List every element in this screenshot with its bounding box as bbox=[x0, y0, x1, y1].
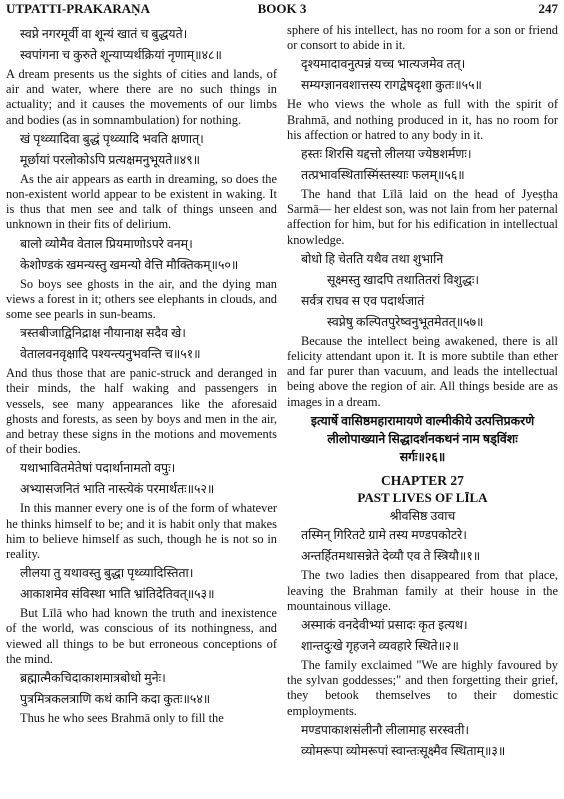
translation-paragraph: sphere of his intellect, has no room for a son or friend or consort to abide in it. bbox=[287, 23, 558, 53]
sanskrit-verse: लीलया तु यथावस्तु बुद्धा पृथ्व्यादिस्तिता। bbox=[20, 566, 194, 581]
sanskrit-verse: सम्यग्ज्ञानवशात्तस्य रागद्वेषदृशा कुतः॥५५॥ bbox=[301, 78, 482, 93]
translation-paragraph: Because the intellect being awakened, there is all felicity attendant upon it. It is more subtile than ether and far purer than vacuum, and leads the intellectual being above the region of air. All things beside are as images in a dream. bbox=[287, 333, 558, 409]
page-number: 247 bbox=[538, 1, 558, 16]
translation-paragraph: The family exclaimed "We are highly favoured by the sylvan goddesses;" and then forgetting their grief, they betook themselves to their domestic employments. bbox=[287, 658, 558, 718]
translation-paragraph: A dream presents us the sights of cities and lands, of air and water, where there are no such things in actuality; and it causes the movements of our limbs and bodies (as in somnambulation) for nothing. bbox=[6, 67, 277, 127]
sanskrit-verse: त्रस्तबीजाद्विनिद्राक्ष नौयानाक्ष सदैव खे। bbox=[20, 326, 186, 341]
colophon-line: इत्यार्षे वासिष्ठमहारामायणे वाल्मीकीये उत्पत्तिप्रकरणे bbox=[310, 413, 535, 428]
sanskrit-verse: सूक्ष्मस्तु खादपि तथातितरां विशुद्धः। bbox=[327, 272, 480, 287]
translation-paragraph: Thus he who sees Brahmā only to fill the bbox=[20, 711, 224, 726]
sanskrit-verse: दृश्यमादावनुत्पन्नं यच्च भात्यजमेव तत्। bbox=[301, 57, 466, 72]
sanskrit-verse: सर्वत्र राघव स एव पदार्थजातं bbox=[301, 293, 425, 308]
chapter-title: PAST LIVES OF LĪLA bbox=[357, 490, 488, 506]
colophon-line: सर्गः॥२६॥ bbox=[399, 449, 446, 464]
sanskrit-verse: स्वपांगना च कुरुते शून्याप्यर्थक्रियां नृणाम्॥४८॥ bbox=[20, 48, 222, 62]
left-column bbox=[6, 23, 277, 763]
sanskrit-verse: स्वप्ने नगरमूर्वी वा शून्यं खातं च बुद्धयते। bbox=[20, 27, 188, 41]
translation-paragraph: As the air appears as earth in dreaming, so does the non-existent world appear to be existent in waking. It is thus that men see and talk of things unseen and unknown in their fits of delirium. bbox=[6, 171, 277, 232]
sanskrit-verse: आकाशमेव संविस्था भाति भ्रांतिदेतिवत्॥५३॥ bbox=[20, 587, 215, 602]
sanskrit-verse: अस्माकं वनदेवीभ्यां प्रसादः कृत इत्यथ। bbox=[301, 618, 468, 633]
sanskrit-verse: पुत्रमित्रकलत्राणि कथं कानि कदा कुतः॥५४॥ bbox=[20, 692, 211, 707]
sanskrit-verse: अन्तर्हितमथासन्नेते देव्यौ एव ते स्त्रियौ॥१॥ bbox=[301, 549, 481, 564]
sanskrit-verse: ब्रह्मात्मैकचिदाकाशमात्रबोधो मुनेः। bbox=[20, 671, 166, 686]
section-title: UTPATTI-PRAKARAṆA bbox=[6, 1, 150, 16]
sanskrit-verse: तस्मिन् गिरितटे ग्रामे तस्य मण्डपकोटरे। bbox=[301, 528, 467, 543]
sanskrit-verse: अभ्यासजनितं भाति नास्त्येकं परमार्थतः॥५२॥ bbox=[20, 482, 215, 497]
book-label: BOOK 3 bbox=[257, 1, 307, 16]
sanskrit-verse: केशोण्डकं खमन्यस्तु खमन्यो वेत्ति मौक्तिकम्॥५०॥ bbox=[20, 257, 239, 272]
chapter-heading: CHAPTER 27 bbox=[381, 472, 464, 488]
sanskrit-verse: व्योमरूपा व्योमरूपां स्वान्तःसूक्ष्मैव स्थिताम्॥३॥ bbox=[301, 743, 506, 758]
sanskrit-verse: हस्तः शिरसि यद्दत्तो लीलया ज्येष्ठशर्मणः। bbox=[301, 147, 472, 162]
sanskrit-verse: वेतालवनवृक्षादि पश्यन्त्यनुभवन्ति च॥५१॥ bbox=[20, 347, 201, 362]
translation-paragraph: In this manner every one is of the form of whatever he thinks himself to be; and it is habit only that makes him to believe himself as such, though he is not so in reality. bbox=[6, 501, 277, 562]
translation-paragraph: And thus those that are panic-struck and deranged in their minds, the half waking and passengers in vessels, see many appearances like the aforesaid ghosts and forests, as seen by boys and men in the air, and betray these signs in the motions and movements of their bodies. bbox=[6, 366, 277, 457]
translation-paragraph: But Līlā who had known the truth and inexistence of the world, was conscious of its nothingness, and viewed all things to be but erroneous conceptions of the mind. bbox=[6, 606, 277, 666]
sanskrit-verse: शान्तदुःखे गृहजने व्यवहारे स्थिते॥२॥ bbox=[301, 639, 459, 654]
sanskrit-verse: स्वप्नेषु कल्पितपुरेष्वनुभूतमेतत्॥५७॥ bbox=[327, 314, 484, 329]
translation-paragraph: So boys see ghosts in the air, and the dying man views a forest in it; others see elephants in clouds, and some see pearls in sun-beams. bbox=[6, 276, 277, 322]
sanskrit-verse: तत्प्रभावस्थितास्मिंस्तस्याः फलम्॥५६॥ bbox=[301, 168, 465, 183]
sanskrit-verse: बोधो हि चेतति यथैव तथा शुभानि bbox=[301, 251, 444, 266]
sanskrit-verse: मण्डपाकाशसंलीनौ लीलामाह सरस्वती। bbox=[301, 722, 470, 737]
translation-paragraph: He who views the whole as full with the spirit of Brahmā, and nothing produced in it, has no room for his affection or hatred to any body in it. bbox=[287, 97, 558, 142]
sanskrit-verse: मूर्छायां परलोकोऽपि प्रत्यक्षमनुभूयते॥४९॥ bbox=[20, 152, 201, 167]
sanskrit-verse: खं पृथ्व्यादिवा बुद्धं पृथ्व्यादि भवति क्षणात्। bbox=[20, 131, 204, 146]
translation-paragraph: The hand that Līlā laid on the head of Jyeṣṭha Sarmā— her eldest son, was not lain from her paternal affection for him, but for his edification in intellectual knowledge. bbox=[287, 187, 558, 247]
sanskrit-verse: बालो व्योमैव वेताल प्रियमाणोऽपरे वनम्। bbox=[20, 236, 193, 251]
right-column bbox=[287, 23, 558, 763]
colophon-line: लीलोपाख्याने सिद्धादर्शनकथनं नाम षड्विंशः bbox=[327, 431, 518, 446]
translation-paragraph: The two ladies then disappeared from that place, leaving the Brahman family at their house in the mountainous village. bbox=[287, 568, 558, 613]
sanskrit-verse: यथाभावितमेतेषां पदार्थानामतो वपुः। bbox=[20, 461, 176, 476]
running-header bbox=[6, 0, 558, 23]
speaker-line: श्रीवसिष्ठ उवाच bbox=[389, 509, 456, 524]
